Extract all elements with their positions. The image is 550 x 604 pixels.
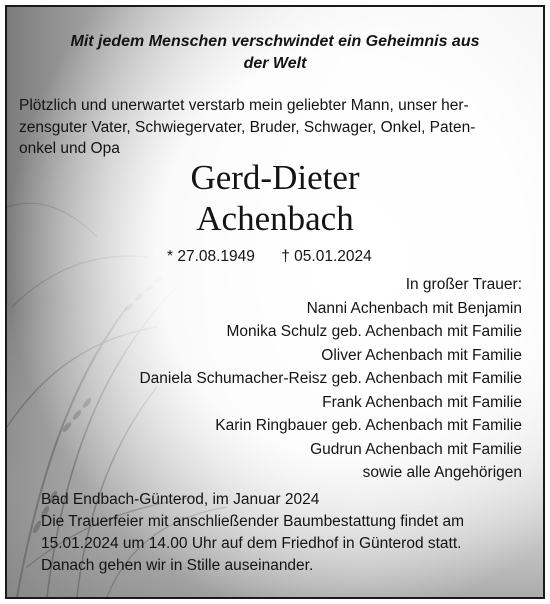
motto-line: Mit jedem Menschen verschwindet ein Geheimnis aus (70, 33, 480, 50)
mourning-heading: In großer Trauer: (405, 276, 522, 293)
funeral-info-line: Danach gehen wir in Stille auseinander. (41, 557, 314, 574)
mourner-name: sowie alle Angehörigen (362, 464, 522, 481)
mourner-name: Gudrun Achenbach mit Familie (310, 440, 522, 458)
intro-line: zensguter Vater, Schwiegervater, Bruder, Schwager, Onkel, Paten- (19, 118, 476, 136)
death-date: † 05.01.2024 (281, 248, 372, 265)
obituary-card (5, 5, 545, 599)
intro-line: Plötzlich und unerwartet verstarb mein geliebter Mann, unser her- (19, 97, 469, 114)
intro-text (19, 95, 519, 160)
deceased-last-name: Achenbach (196, 199, 354, 238)
birth-date: * 27.08.1949 (167, 248, 255, 265)
mourners-list (62, 273, 522, 485)
motto-heading (27, 31, 523, 75)
mourner-name: Frank Achenbach mit Familie (322, 393, 522, 411)
mourner-name: Monika Schulz geb. Achenbach mit Familie (226, 323, 522, 340)
mourner-name: Karin Ringbauer geb. Achenbach mit Familie (215, 417, 522, 434)
intro-line: onkel und Opa (19, 140, 120, 157)
place-date-line: Bad Endbach-Günterod, im Januar 2024 (41, 491, 320, 508)
funeral-info-line: 15.01.2024 um 14.00 Uhr auf dem Friedhof in Günterod statt. (41, 535, 462, 552)
mourner-name: Nanni Achenbach mit Benjamin (306, 299, 522, 317)
funeral-info-line: Die Trauerfeier mit anschließender Baumbestattung findet am (41, 513, 465, 530)
deceased-first-name: Gerd-Dieter (190, 158, 360, 197)
obituary-content (7, 7, 543, 597)
mourner-name: Oliver Achenbach mit Familie (321, 346, 522, 364)
funeral-info (41, 489, 531, 577)
deceased-name (7, 157, 543, 239)
mourner-name: Daniela Schumacher-Reisz geb. Achenbach mit Familie (139, 370, 522, 387)
motto-line: der Welt (243, 55, 307, 72)
life-dates (167, 247, 447, 267)
